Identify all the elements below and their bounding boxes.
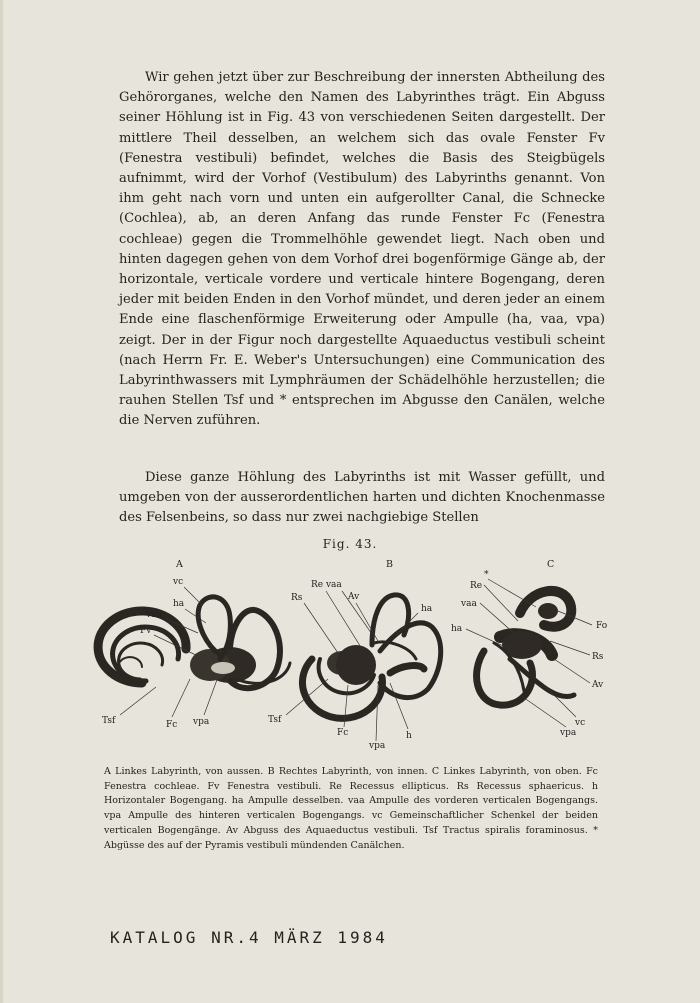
fig-a-label-ha: ha: [173, 599, 185, 609]
fig-c-label-fo: Fo: [596, 621, 608, 631]
drawing-a: [98, 597, 290, 688]
subfigure-a-label: A: [176, 559, 183, 570]
fig-c-label-rs: Rs: [592, 652, 604, 662]
fig-a-label-fv: Fv: [140, 626, 152, 636]
fig-b-label-fc: Fc: [337, 728, 349, 738]
fig-c-label-re: Re: [470, 581, 483, 591]
subfigure-b-label: B: [386, 559, 393, 570]
fig-a-label-vaa: vaa: [146, 610, 162, 620]
fig-a-label-tsf: Tsf: [102, 716, 116, 726]
fig-c-label-star: *: [484, 570, 489, 580]
subfigure-c-label: C: [547, 559, 555, 570]
fig-b-label-av: Av: [348, 592, 360, 602]
body-paragraph-2: Diese ganze Höhlung des Labyrinths ist mit Wasser gefüllt, und umgeben von der ausserordentlichen harten und dichten Knochenmasse des Felsenbeins, so dass nur zwei nachgiebige Stellen: [119, 470, 605, 526]
fig-a-label-vpa: vpa: [193, 717, 210, 727]
body-paragraph-1: Wir gehen jetzt über zur Beschreibung der innersten Abtheilung des Gehörorganes, welche den Namen des Labyrinthes trägt. Ein Abguss seiner Höhlung ist in Fig. 43 von verschiedenen Seiten dargestellt. Der mittlere Theil desselben, an welchem sich das ovale Fenster Fv (Fenestra vestibuli) befindet, welches die Basis des Steigbügels aufnimmt, wird der Vorhof (Vestibulum) des Labyrinths genannt. Von ihm geht nach vorn und unten ein aufgerollter Canal, die Schnecke (Cochlea), ab, an deren Anfang das runde Fenster Fc (Fenestra cochleae) gegen die Trommelhöhle gewendet liegt. Nach oben und hinten dagegen gehen von dem Vorhof drei bogenförmige Gänge ab, der horizontale, verticale vordere und verticale hintere Bogengang, deren jeder mit beiden Enden in den Vorhof mündet, und deren jeder an einem Ende eine flaschenförmige Erweiterung oder Ampulle (ha, vaa, vpa) zeigt. Der in der Figur noch dargestellte Aquaeductus vestibuli scheint (nach Herrn Fr. E. Weber's Untersuchungen) eine Communication des Labyrinthwassers mit Lymphräumen der Schädelhöhle herzustellen; die rauhen Stellen Tsf und * entsprechen im Abgusse den Canälen, welche die Nerven zuführen.: [119, 70, 605, 429]
fig-b-label-rs: Rs: [291, 593, 303, 603]
fig-c-label-av: Av: [592, 680, 604, 690]
fig-c-label-vc: vc: [575, 718, 586, 728]
fig-c-label-vpa: vpa: [560, 728, 577, 738]
fig-a-label-fc: Fc: [166, 720, 178, 730]
page-edge: [0, 0, 3, 1003]
drawing-b: [302, 595, 440, 718]
fig-b-label-h: h: [406, 731, 412, 741]
labyrinth-figure: [80, 555, 620, 755]
fig-b-label-re-vaa: Re vaa: [311, 580, 342, 590]
fig-c-label-vaa: vaa: [461, 599, 477, 609]
figure-title: Fig. 43.: [322, 537, 378, 551]
catalog-footer: KATALOG NR.4 MÄRZ 1984: [110, 928, 388, 947]
fig-c-label-ha: ha: [451, 624, 463, 634]
fig-b-label-tsf: Tsf: [268, 715, 282, 725]
fig-a-label-vc: vc: [173, 577, 184, 587]
figure-caption: A Linkes Labyrinth, von aussen. B Rechtes Labyrinth, von innen. C Linkes Labyrinth, von oben. Fc Fenestra cochleae. Fv Fenestra vestibuli. Re Recessus ellipticus. Rs Recessus sphaericus. h Horizontaler Bogengang. ha Ampulle desselben. vaa Ampulle des vorderen verticalen Bogengangs. vpa Ampulle des hinteren verticalen Bogengangs. vc Gemeinschaftlicher Schenkel der beiden verticalen Bogengänge. Av Abguss des Aquaeductus vestibuli. Tsf Tractus spiralis foraminosus. * Abgüsse des auf der Pyramis vestibuli mündenden Canälchen.: [104, 766, 598, 851]
fig-b-label-vpa: vpa: [369, 741, 386, 751]
drawing-c: [477, 591, 574, 705]
fig-b-label-ha: ha: [421, 604, 433, 614]
